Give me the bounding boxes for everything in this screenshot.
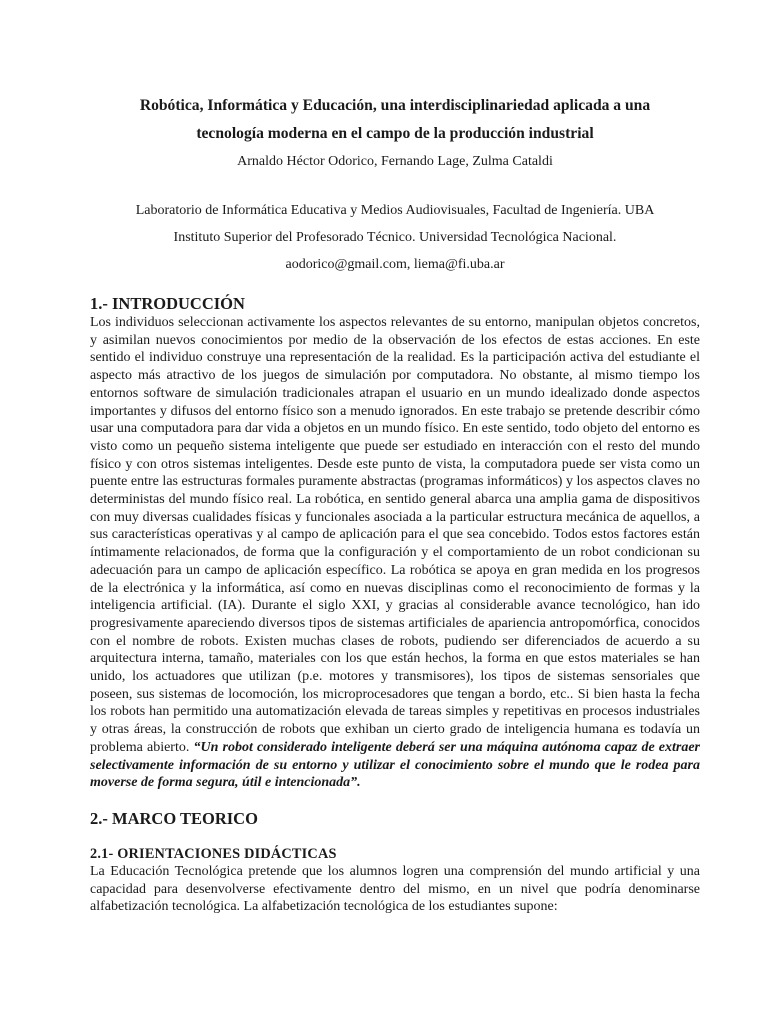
title-line-2: tecnología moderna en el campo de la producción industrial xyxy=(196,125,594,142)
subsection-heading-orientaciones: 2.1- ORIENTACIONES DIDÁCTICAS xyxy=(90,845,337,862)
intro-paragraph xyxy=(90,314,700,792)
paper-title xyxy=(90,92,700,148)
title-line-1: Robótica, Informática y Educación, una interdisciplinariedad aplicada a una xyxy=(139,97,651,114)
authors: Arnaldo Héctor Odorico, Fernando Lage, Zulma Cataldi xyxy=(237,154,553,169)
orientaciones-paragraph: La Educación Tecnológica pretende que los alumnos logren una comprensión del mundo artificial y una capacidad para desenvolverse efectivamente dentro del mismo, en un nivel que podría denominarse alfabetización tecnológica. La alfabetización tecnológica de los estudiantes supone: xyxy=(90,863,700,915)
intro-quote: “Un robot considerado inteligente deberá ser una máquina autónoma capaz de extraer selectivamente información de su entorno y utilizar el conocimiento sobre el mundo que le rodea para moverse de forma segura, útil e intencionada”. xyxy=(90,739,701,791)
intro-text: Los individuos seleccionan activamente los aspectos relevantes de su entorno, manipulan objetos concretos, y asimilan nuevos conocimientos por medio de la observación de los efectos de estas acciones. En este sentido el individuo construye una representación de la realidad. Es la participación activa del estudiante el aspecto más atractivo de los juegos de simulación por computadora. No obstante, al mismo tiempo los entornos software de simulación tradicionales atrapan el usuario en un mundo idealizado donde aspectos importantes y difusos del entorno físico son a menudo ignorados. En este trabajo se pretende describir cómo usar una computadora para dar vida a objetos en un mundo físico. En este sentido, todo objeto del entorno es visto como un pequeño sistema inteligente que puede ser estudiado en interacción con el resto del mundo físico y con otros sistemas inteligentes. Desde este punto de vista, la computadora puede ser vista como un puente entre las estructuras formales puramente abstractas (programas informáticos) y los aspectos claves no deterministas del mundo físico real. La robótica, en sentido general abarca una amplia gama de dispositivos con muy diversas cualidades físicas y funcionales asociada a la particular estructura mecánica de aquellos, a sus características operativas y al campo de aplicación para el que sea concebido. Todos estos factores están íntimamente relacionados, de forma que la configuración y el comportamiento de un robot condicionan su adecuación para un campo de aplicación específico. La robótica se apoya en gran medida en los progresos de la electrónica y la informática, así como en nuevas disciplinas como el reconocimiento de formas y la inteligencia artificial. (IA). Durante el siglo XXI, y gracias al considerable avance tecnológico, han ido progresivamente apareciendo diversos tipos de sistemas artificiales de apariencia antropomórfica, conocidos con el nombre de robots. Existen muchas clases de robots, pudiendo ser diferenciados de acuerdo a su arquitectura interna, tamaño, materiales con los que están hechos, la forma en que estos materiales se han unido, los actuadores que utilizan (p.e. motores y transmisores), los tipos de sistemas sensoriales que poseen, sus sistemas de locomoción, los microprocesadores que tengan a bordo, etc.. Si bien hasta la fecha los robots han permitido una automatización elevada de tareas simples y repetitivas en procesos industriales y otras áreas, la construcción de robots que exhiban un cierto grado de inteligencia humana es todavía un problema abierto. xyxy=(90,315,700,755)
section-heading-marco-teorico: 2.- MARCO TEORICO xyxy=(90,808,258,828)
author-emails: aodorico@gmail.com, liema@fi.uba.ar xyxy=(285,257,505,272)
affiliation-2: Instituto Superior del Profesorado Técnico. Universidad Tecnológica Nacional. xyxy=(173,230,617,245)
affiliations xyxy=(90,197,700,278)
affiliation-1: Laboratorio de Informática Educativa y Medios Audiovisuales, Facultad de Ingeniería. UBA xyxy=(135,203,655,218)
section-heading-introduccion: 1.- INTRODUCCIÓN xyxy=(90,294,245,313)
paper-page xyxy=(90,92,700,916)
